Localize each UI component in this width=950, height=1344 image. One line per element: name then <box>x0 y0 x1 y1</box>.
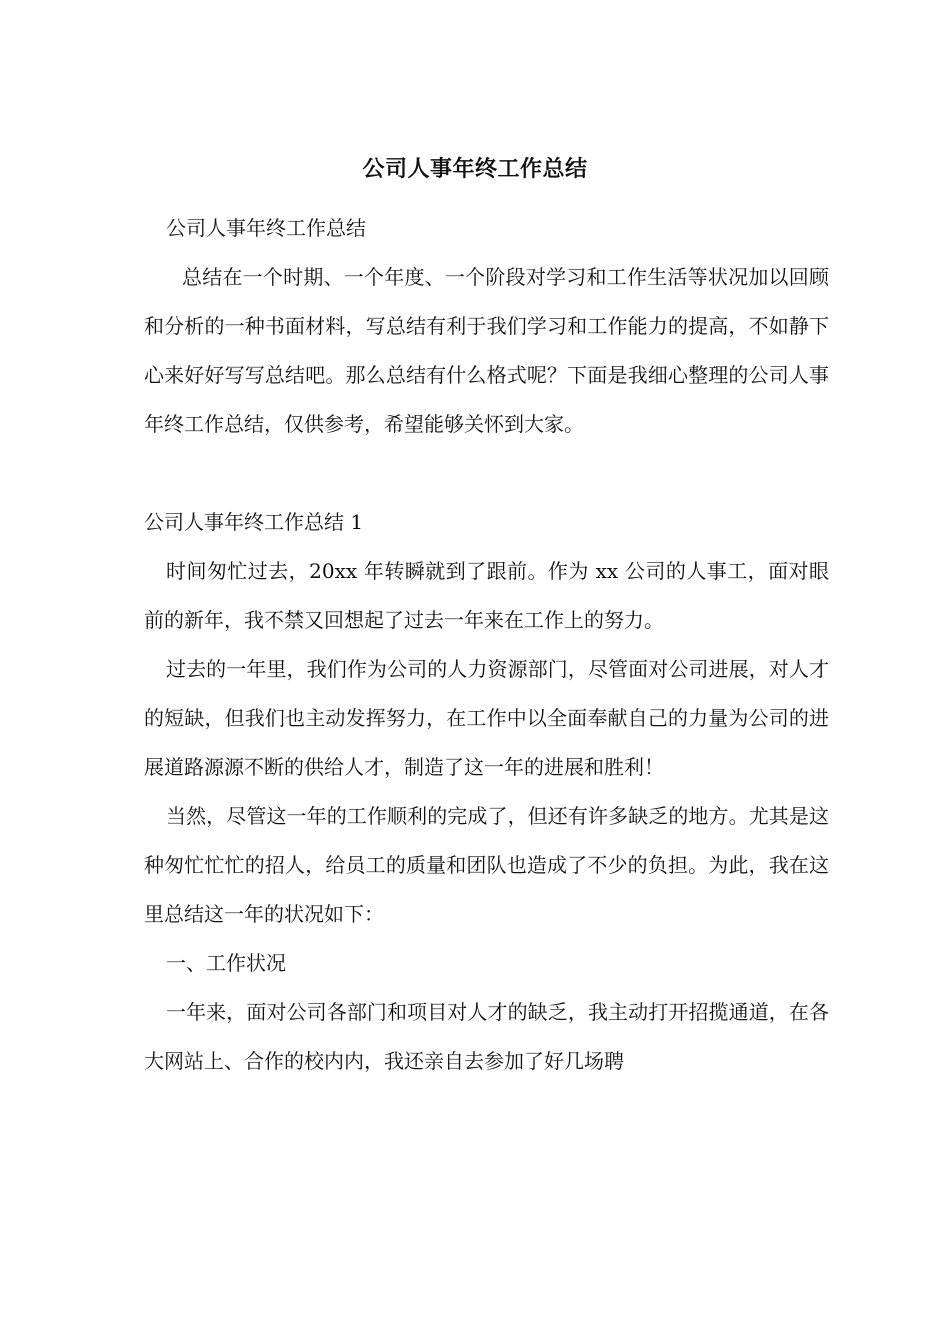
intro-paragraph: 总结在一个时期、一个年度、一个阶段对学习和工作生活等状况加以回顾和分析的一种书面材料，写总结有利于我们学习和工作能力的提高，不如静下心来好好写写总结吧。那么总结有什么格式呢？下面是我细心整理的公司人事年终工作总结，仅供参考，希望能够关怀到大家。 <box>144 265 829 436</box>
blank-line <box>144 449 829 498</box>
section-heading: 公司人事年终工作总结 1 <box>144 510 364 534</box>
paragraph: 过去的一年里，我们作为公司的人力资源部门，尽管面对公司进展，对人才的短缺，但我们也主动发挥努力，在工作中以全面奉献自己的力量为公司的进展道路源源不断的供给人才，制造了这一年的进展和胜利！ <box>144 657 829 779</box>
document-title: 公司人事年终工作总结 <box>362 156 588 182</box>
subsection-heading: 一、工作状况 <box>166 951 286 975</box>
paragraph: 一年来，面对公司各部门和项目对人才的缺乏，我主动打开招揽通道，在各大网站上、合作的校内内，我还亲自去参加了好几场聘 <box>144 1000 829 1073</box>
paragraph: 时间匆忙过去，20xx 年转瞬就到了跟前。作为 xx 公司的人事工，面对眼前的新年，我不禁又回想起了过去一年来在工作上的努力。 <box>144 559 829 632</box>
document-body <box>144 204 829 1086</box>
paragraph: 当然，尽管这一年的工作顺利的完成了，但还有许多缺乏的地方。尤其是这种匆忙忙忙的招人，给员工的质量和团队也造成了不少的负担。为此，我在这里总结这一年的状况如下： <box>144 804 829 926</box>
document-subtitle: 公司人事年终工作总结 <box>166 216 366 240</box>
